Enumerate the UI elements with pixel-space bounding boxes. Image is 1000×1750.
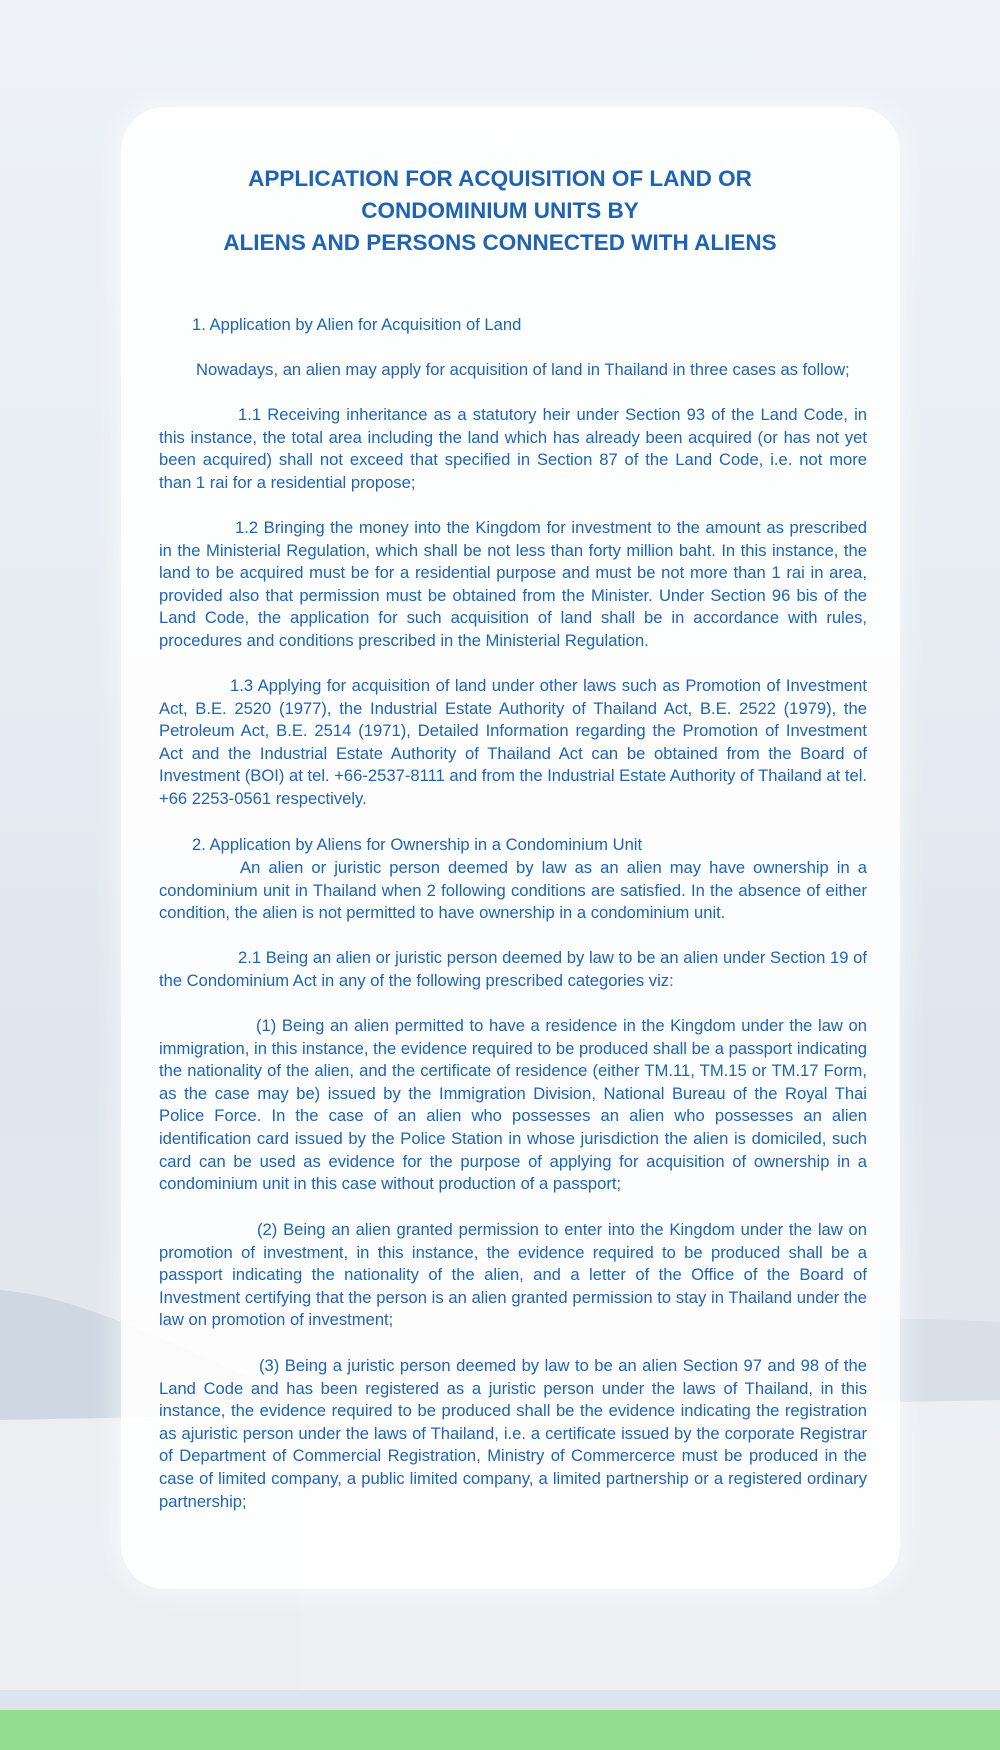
section-1-heading: 1. Application by Alien for Acquisition of Land bbox=[192, 315, 522, 334]
section-2-intro: An alien or juristic person deemed by law as an alien may have ownership in a condominium unit in Thailand when 2 following conditions are satisfied. In the absence of either condition, the alien is not permitted to have ownership in a condominium unit. bbox=[159, 858, 867, 923]
section-2-heading: 2. Application by Aliens for Ownership in a Condominium Unit bbox=[192, 835, 643, 854]
document-title-line: ALIENS AND PERSONS CONNECTED WITH ALIENS bbox=[223, 230, 777, 255]
section-1-intro: Nowadays, an alien may apply for acquisition of land in Thailand in three cases as follow; bbox=[196, 360, 850, 379]
paragraph-1-2: 1.2 Bringing the money into the Kingdom for investment to the amount as prescribed in the Ministerial Regulation, which shall be not less than forty million baht. In this instance, the land to be acquired must be for a residential purpose and must be not more than 1 rai in area, provided also that permission must be obtained from the Minister. Under Section 96 bis of the Land Code, the application for such acquisition of land shall be in accordance with rules, procedures and conditions prescribed in the Ministerial Regulation. bbox=[159, 518, 867, 650]
document-title-line: APPLICATION FOR ACQUISITION OF LAND OR bbox=[248, 166, 752, 191]
document-title bbox=[0, 163, 1000, 259]
footer-bar bbox=[0, 1710, 1000, 1750]
footer-strip bbox=[0, 1690, 1000, 1710]
item-2-1-1: (1) Being an alien permitted to have a residence in the Kingdom under the law on immigration, in this instance, the evidence required to be produced shall be a passport indicating the nationality of the alien, and the certificate of residence (either TM.11, TM.15 or TM.17 Form, as the case may be) issued by the Immigration Division, National Bureau of the Royal Thai Police Force. In the case of an alien who possesses an alien who possesses an alien identification card issued by the Police Station in whose jurisdiction the alien is domiciled, such card can be used as evidence for the purpose of applying for acquisition of ownership in a condominium unit in this case without production of a passport; bbox=[159, 1016, 867, 1194]
paragraph-2-1: 2.1 Being an alien or juristic person deemed by law to be an alien under Section 19 of the Condominium Act in any of the following prescribed categories viz: bbox=[159, 948, 867, 990]
document-title-line: CONDOMINIUM UNITS BY bbox=[361, 198, 639, 223]
item-2-1-2: (2) Being an alien granted permission to enter into the Kingdom under the law on promotion of investment, in this instance, the evidence required to be produced shall be a passport indicating the nationality of the alien, and a letter of the Office of the Board of Investment certifying that the person is an alien granted permission to stay in Thailand under the law on promotion of investment; bbox=[159, 1220, 867, 1330]
paragraph-1-3: 1.3 Applying for acquisition of land under other laws such as Promotion of Investment Act, B.E. 2520 (1977), the Industrial Estate Authority of Thailand Act, B.E. 2522 (1979), the Petroleum Act, B.E. 2514 (1971), Detailed Information regarding the Promotion of Investment Act and the Industrial Estate Authority of Thailand Act can be obtained from the Board of Investment (BOI) at tel. +66-2537-8111 and from the Industrial Estate Authority of Thailand at tel. +66 2253-0561 respectively. bbox=[159, 676, 867, 808]
paragraph-1-1: 1.1 Receiving inheritance as a statutory heir under Section 93 of the Land Code, in this instance, the total area including the land which has already been acquired (or has not yet been acquired) shall not exceed that specified in Section 87 of the Land Code, i.e. not more than 1 rai for a residential propose; bbox=[159, 405, 867, 492]
item-2-1-3: (3) Being a juristic person deemed by law to be an alien Section 97 and 98 of the Land Code and has been registered as a juristic person under the laws of Thailand, in this instance, the evidence required to be produced shall be the evidence indicating the registration as ajuristic person under the laws of Thailand, i.e. a certificate issued by the corporate Registrar of Department of Commercial Registration, Ministry of Commercerce must be produced in the case of limited company, a public limited company, a limited partnership or a registered ordinary partnership; bbox=[159, 1356, 867, 1511]
